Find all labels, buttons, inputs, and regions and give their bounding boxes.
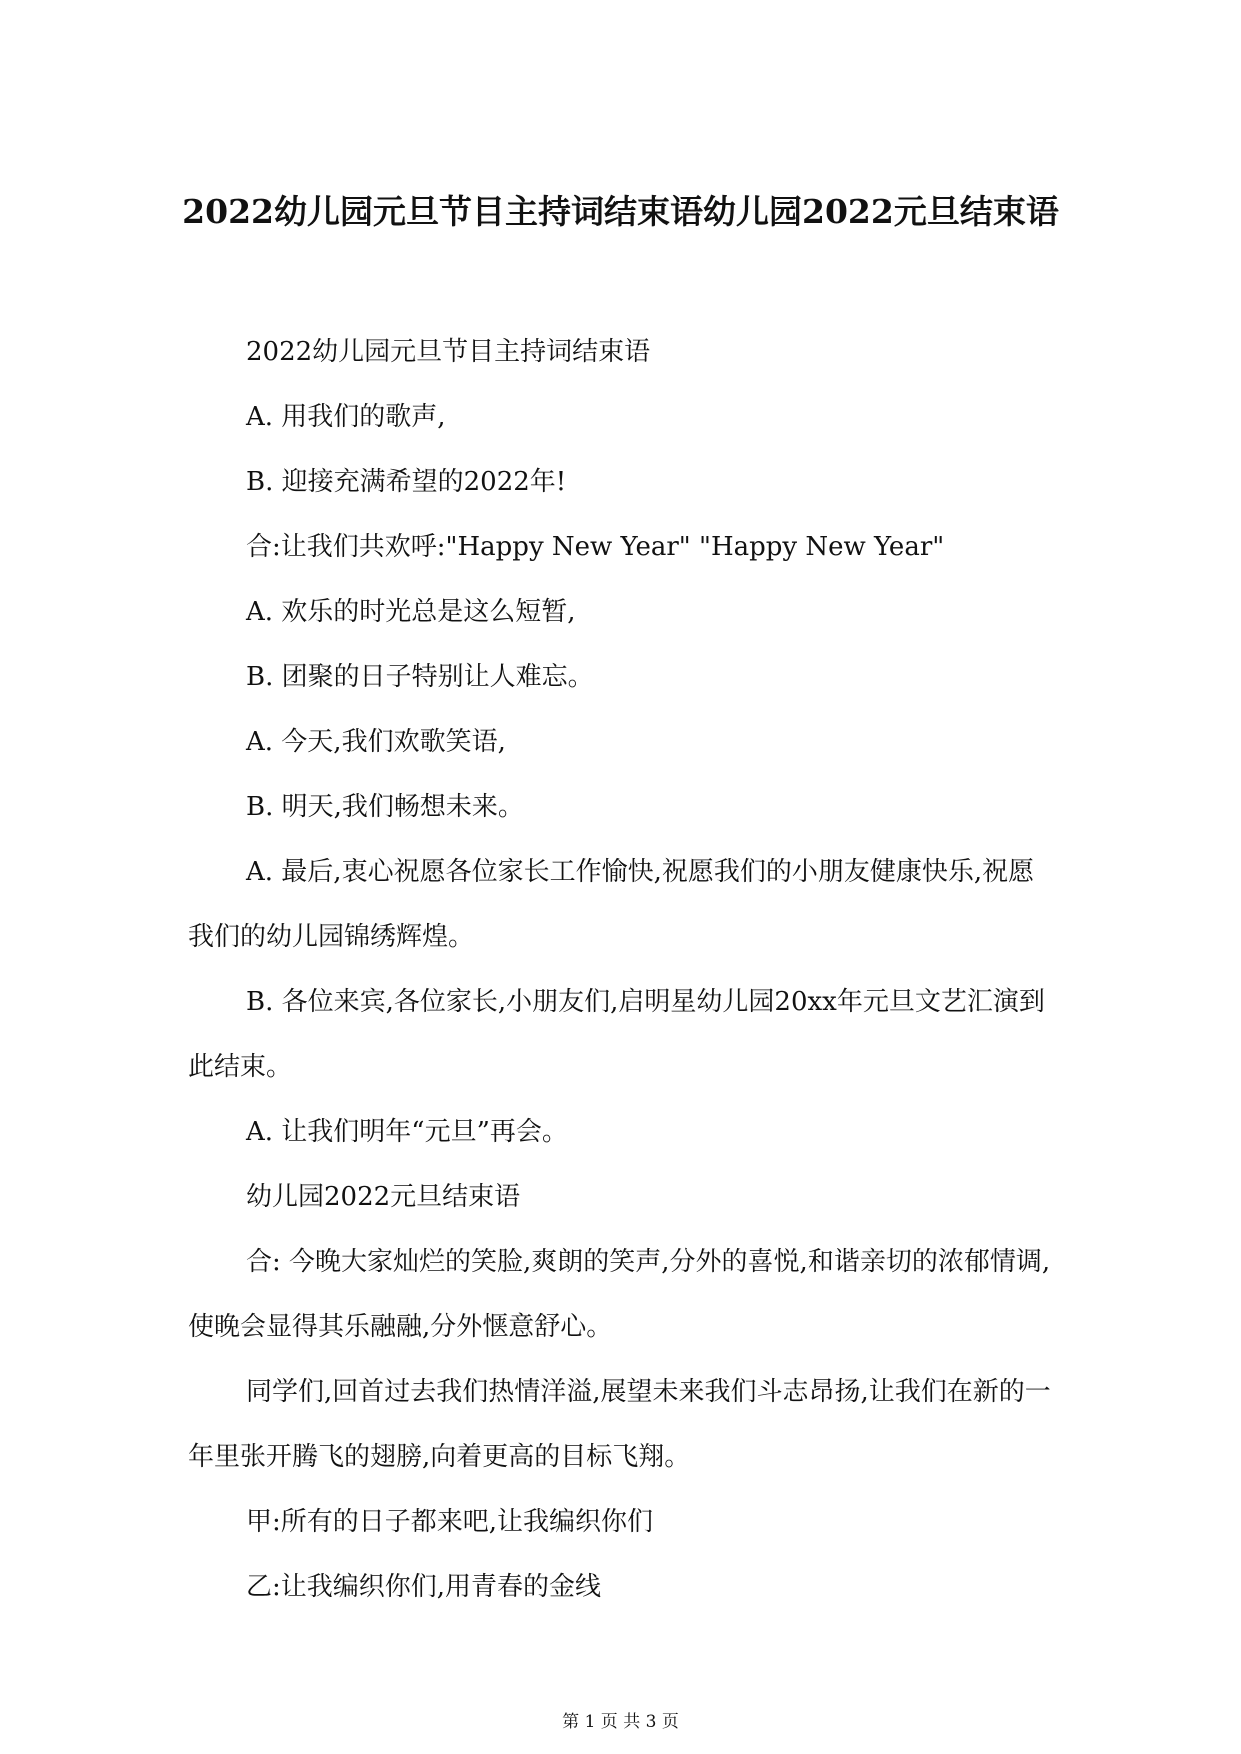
paragraph: 2022幼儿园元旦节目主持词结束语 (246, 337, 651, 367)
paragraph: B. 明天,我们畅想未来。 (246, 792, 524, 822)
paragraph: B. 迎接充满希望的2022年! (246, 467, 567, 497)
paragraph: A. 今天,我们欢歌笑语, (246, 727, 506, 757)
document-title: 2022幼儿园元旦节目主持词结束语幼儿园2022元旦结束语 (182, 192, 1059, 231)
paragraph: 合: 今晚大家灿烂的笑脸,爽朗的笑声,分外的喜悦,和谐亲切的浓郁情调,使晚会显得其乐融融,分外惬意舒心。 (188, 1247, 1051, 1342)
document-body (188, 320, 1060, 1620)
paragraph: A. 让我们明年“元旦”再会。 (246, 1117, 568, 1147)
paragraph: 乙:让我编织你们,用青春的金线 (246, 1572, 602, 1602)
paragraph: A. 最后,衷心祝愿各位家长工作愉快,祝愿我们的小朋友健康快乐,祝愿我们的幼儿园锦绣辉煌。 (188, 857, 1035, 952)
paragraph: 甲:所有的日子都来吧,让我编织你们 (246, 1507, 654, 1537)
paragraph: B. 团聚的日子特别让人难忘。 (246, 662, 594, 692)
paragraph: A. 欢乐的时光总是这么短暂, (246, 597, 576, 627)
paragraph: 同学们,回首过去我们热情洋溢,展望未来我们斗志昂扬,让我们在新的一年里张开腾飞的翅膀,向着更高的目标飞翔。 (188, 1377, 1051, 1472)
paragraph: A. 用我们的歌声, (246, 402, 446, 432)
page-footer: 第 1 页 共 3 页 (562, 1712, 679, 1732)
paragraph: 合:让我们共欢呼:"Happy New Year" "Happy New Year" (246, 532, 945, 562)
paragraph: 幼儿园2022元旦结束语 (246, 1182, 521, 1212)
paragraph: B. 各位来宾,各位家长,小朋友们,启明星幼儿园20xx年元旦文艺汇演到此结束。 (188, 987, 1045, 1082)
